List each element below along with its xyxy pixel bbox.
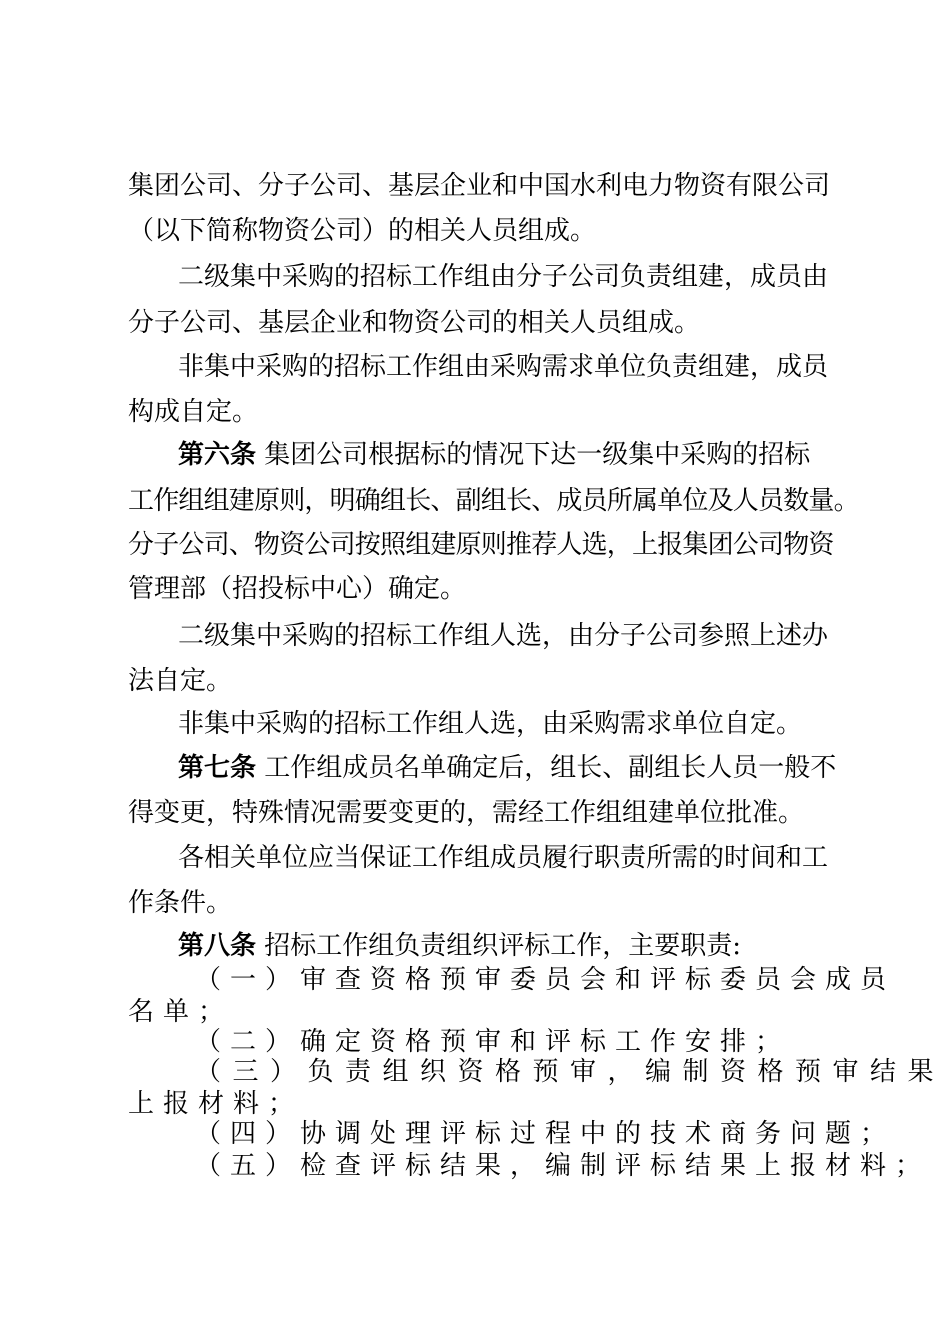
- article-text: 工作组成员名单确定后，组长、副组长人员一般不: [264, 753, 837, 783]
- paragraph-line: 分子公司、基层企业和物资公司的相关人员组成。: [128, 308, 701, 338]
- list-item: （五）检查评标结果，编制评标结果上报材料；: [195, 1151, 931, 1181]
- list-item: （四）协调处理评标过程中的技术商务问题；: [195, 1119, 896, 1149]
- paragraph-line: 二级集中采购的招标工作组由分子公司负责组建，成员由: [178, 262, 829, 292]
- paragraph-line: 非集中采购的招标工作组人选，由采购需求单位自定。: [178, 709, 803, 739]
- article-text: 集团公司根据标的情况下达一级集中采购的招标: [264, 440, 811, 470]
- article-8-first-line: [178, 931, 741, 961]
- list-item-continuation: 名单；: [128, 997, 234, 1027]
- paragraph-line: 二级集中采购的招标工作组人选，由分子公司参照上述办: [178, 621, 829, 651]
- list-item: （一）审查资格预审委员会和评标委员会成员: [195, 965, 896, 995]
- paragraph-line: 集团公司、分子公司、基层企业和中国水利电力物资有限公司: [128, 171, 831, 201]
- paragraph-line: 作条件。: [128, 888, 233, 918]
- article-label: 第八条: [178, 931, 257, 961]
- paragraph-line: 法自定。: [128, 666, 233, 696]
- paragraph-line: 工作组组建原则，明确组长、副组长、成员所属单位及人员数量。: [128, 486, 859, 516]
- paragraph-line: 管理部（招投标中心）确定。: [128, 574, 467, 604]
- article-6-first-line: [178, 440, 810, 470]
- list-item: （二）确定资格预审和评标工作安排；: [195, 1027, 791, 1057]
- paragraph-line: 分子公司、物资公司按照组建原则推荐人选，上报集团公司物资: [128, 530, 834, 560]
- paragraph-line: 非集中采购的招标工作组由采购需求单位负责组建，成员: [178, 352, 829, 382]
- list-item-continuation: 上报材料；: [128, 1089, 304, 1119]
- article-label: 第六条: [178, 440, 257, 470]
- article-7-first-line: [178, 753, 836, 783]
- paragraph-line: 得变更，特殊情况需要变更的，需经工作组组建单位批准。: [128, 798, 805, 828]
- paragraph-line: 构成自定。: [128, 397, 259, 427]
- paragraph-line: 各相关单位应当保证工作组成员履行职责所需的时间和工: [178, 843, 829, 873]
- paragraph-line: （以下简称物资公司）的相关人员组成。: [128, 216, 597, 246]
- list-item: （三）负责组织资格预审，编制资格预审结果: [195, 1057, 946, 1087]
- article-text: 招标工作组负责组织评标工作，主要职责:: [264, 931, 742, 961]
- article-label: 第七条: [178, 753, 257, 783]
